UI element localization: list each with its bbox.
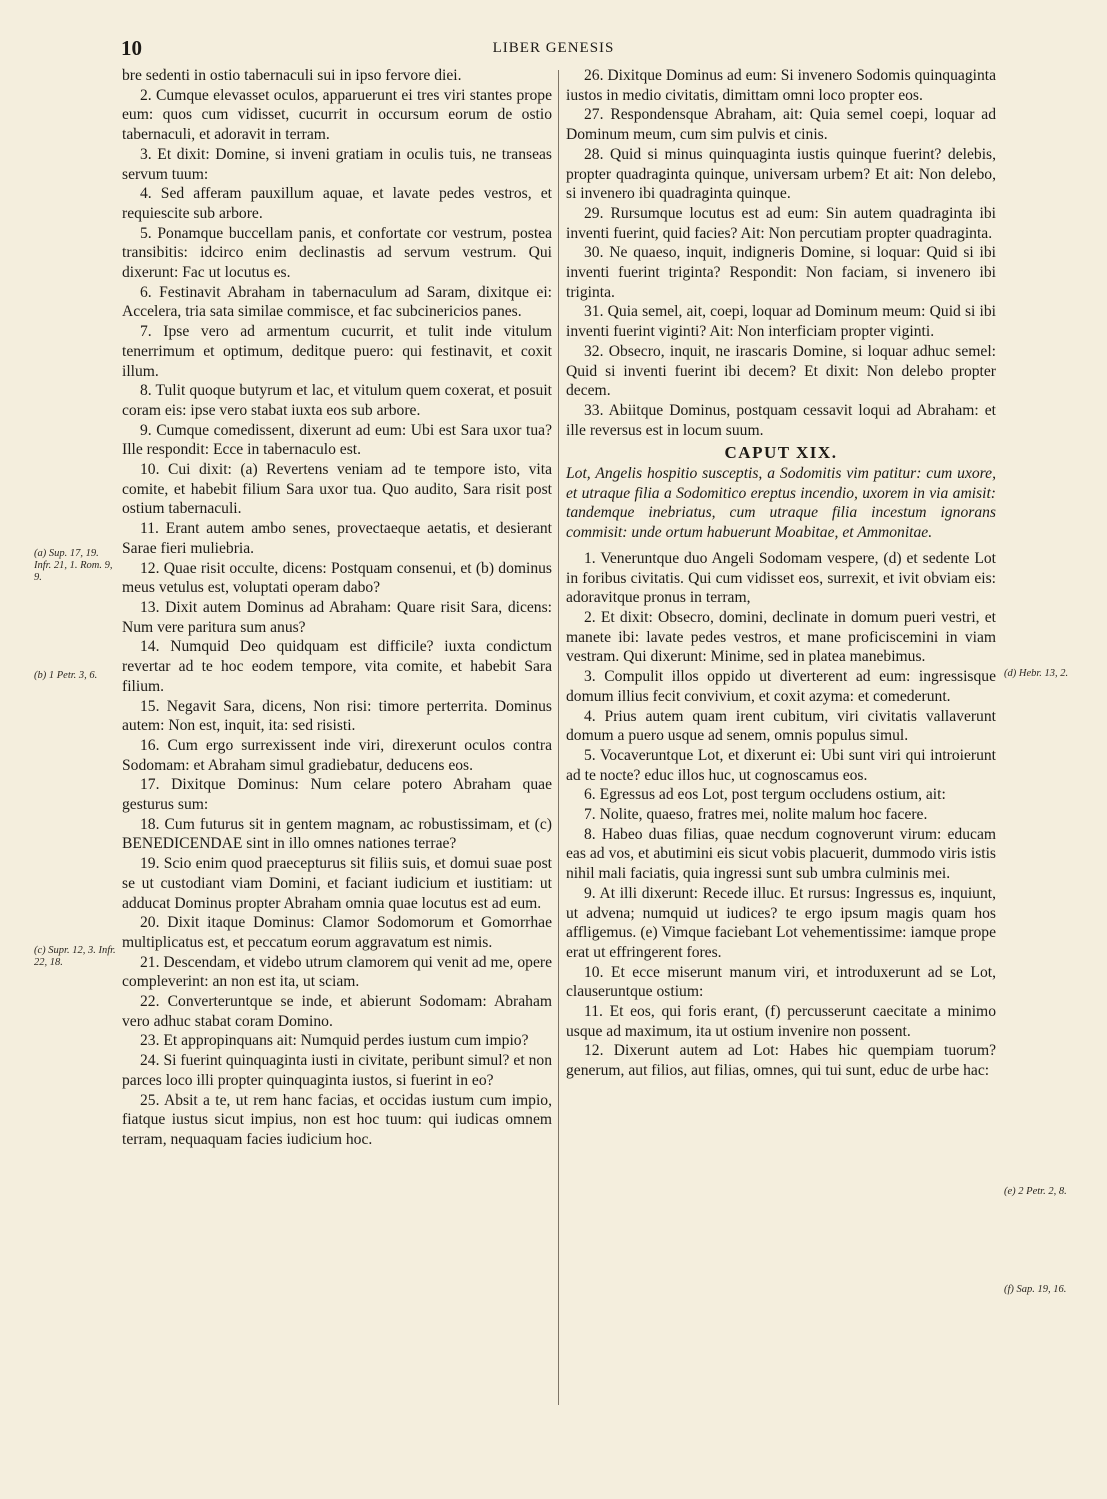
verse-paragraph: 7. Nolite, quaeso, fratres mei, nolite malum hoc facere. — [584, 806, 928, 824]
verse-paragraph: 19. Scio enim quod praecepturus sit filiis suis, et domui suae post se ut custodiant viam Domini, et faciant iudicium et iustitiam: ut adducat Dominus propter Abraham omnia quae locutus est ad eum. — [122, 855, 552, 912]
verse-paragraph: 12. Quae risit occulte, dicens: Postquam consenui, et (b) dominus meus vetulus est, voluptati operam dabo? — [122, 559, 552, 597]
verse-paragraph: 1. Veneruntque duo Angeli Sodomam vespere, (d) et sedente Lot in foribus civitatis. Qui cum vidisset eos, surrexit, et ivit obviam eis: adoravitque pronus in terram, — [566, 549, 996, 607]
verse-paragraph: 15. Negavit Sara, dicens, Non risi: timore perterrita. Dominus autem: Non est, inquit, ita: sed risisti. — [122, 697, 552, 735]
verse-paragraph: 8. Habeo duas filias, quae necdum cognoverunt virum: educam eas ad vos, et abutimini eis sicut vobis placuerit, dummodo viris istis nihil mali faciatis, quia ingressi sunt sub umbra culminis mei. — [566, 825, 996, 883]
verse-paragraph: 4. Sed afferam pauxillum aquae, et lavate pedes vestros, et requiescite sub arbore. — [122, 185, 552, 222]
column-divider — [558, 70, 559, 1405]
verse-paragraph: 2. Et dixit: Obsecro, domini, declinate in domum pueri vestri, et manete ibi: lavate pedes vestros, et mane proficiscemini in viam vestram. Qui dixerunt: Minime, sed in platea manebimus. — [566, 608, 996, 666]
verse-paragraph: 16. Cum ergo surrexissent inde viri, direxerunt oculos contra Sodomam: et Abraham simul gradiebatur, deducens eos. — [122, 736, 552, 774]
running-title: LIBER GENESIS — [492, 40, 615, 56]
verse-paragraph: 11. Et eos, qui foris erant, (f) percusserunt caecitate a minimo usque ad maximum, ita ut ostium invenire non possent. — [566, 1003, 996, 1040]
verse-paragraph: 7. Ipse vero ad armentum cucurrit, et tulit inde vitulum tenerrimum et optimum, deditque puero: qui festinavit, et coxit illum. — [122, 323, 552, 380]
verse-paragraph: 30. Ne quaeso, inquit, indigneris Domine, si loquar: Quid si ibi inventi fuerint triginta? Respondit: Non faciam, si invenero ibi triginta. — [566, 244, 996, 301]
verse-paragraph: 5. Vocaveruntque Lot, et dixerunt ei: Ubi sunt viri qui introierunt ad te nocte? educ illos huc, ut cognoscamus eos. — [566, 746, 996, 784]
page-number: 10 — [121, 36, 142, 60]
verse-paragraph: 17. Dixitque Dominus: Num celare potero Abraham quae gesturus sum: — [122, 776, 552, 814]
verse-paragraph: 3. Et dixit: Domine, si inveni gratiam in oculis tuis, ne transeas servum tuum: — [122, 145, 552, 183]
verse-paragraph: 11. Erant autem ambo senes, provectaeque aetatis, et desierant Sarae fieri muliebria. — [122, 520, 552, 557]
verse-paragraph: 5. Ponamque buccellam panis, et confortate cor vestrum, postea transibitis: idcirco enim declinastis ad servum vestrum. Qui dixerunt: Fac ut locutus es. — [122, 224, 552, 282]
verse-paragraph: 9. Cumque comedissent, dixerunt ad eum: Ubi est Sara uxor tua? Ille respondit: Ecce in tabernaculo est. — [122, 421, 552, 459]
verse-paragraph: 20. Dixit itaque Dominus: Clamor Sodomorum et Gomorrhae multiplicatus est, et peccatum eorum aggravatum est nimis. — [122, 914, 552, 951]
verse-paragraph: 23. Et appropinquans ait: Numquid perdes iustum cum impio? — [140, 1032, 529, 1050]
verse-paragraph: 4. Prius autem quam irent cubitum, viri civitatis vallaverunt domum a puero usque ad senem, omnis populus simul. — [566, 707, 996, 745]
margin-note-c: (c) Supr. 12, 3. Infr. 22, 18. — [34, 945, 116, 968]
verse-paragraph: 12. Dixerunt autem ad Lot: Habes hic quempiam tuorum? generum, aut filios, aut filias, omnes, qui tui sunt, educ de urbe hac: — [566, 1042, 996, 1080]
verse-paragraph: 3. Compulit illos oppido ut diverterent ad eum: ingressisque domum illius fecit convivium, et coxit azyma: et comederunt. — [566, 668, 996, 705]
verse-paragraph: 25. Absit a te, ut rem hanc facias, et occidas iustum cum impio, fiatque iustus sicut impius, non est hoc tuum: qui iudicas omnem terram, nequaquam facies iudicium hoc. — [122, 1091, 552, 1148]
verse-paragraph: 29. Rursumque locutus est ad eum: Sin autem quadraginta ibi inventi fuerint, quid facies? Ait: Non percutiam propter quadraginta. — [566, 204, 996, 242]
verse-paragraph: 10. Et ecce miserunt manum viri, et introduxerunt ad se Lot, clauseruntque ostium: — [566, 963, 996, 1001]
left-column — [122, 66, 552, 1150]
margin-note-e: (e) 2 Petr. 2, 8. — [1004, 1186, 1067, 1197]
margin-note-a: (a) Sup. 17, 19. Infr. 21, 1. Rom. 9, 9. — [34, 548, 113, 583]
margin-note-d: (d) Hebr. 13, 2. — [1004, 668, 1069, 679]
chapter-heading: CAPUT XIX. — [724, 443, 838, 463]
verse-paragraph: 31. Quia semel, ait, coepi, loquar ad Dominum meum: Quid si ibi inventi fuerint viginti? Ait: Non interficiam propter viginti. — [566, 303, 996, 341]
verse-paragraph: 2. Cumque elevasset oculos, apparuerunt ei tres viri stantes prope eum: quos cum vidisset, cucurrit in occursum eorum de ostio tabernaculi, et adoravit in terram. — [122, 86, 552, 144]
margin-note-f: (f) Sap. 19, 16. — [1004, 1284, 1067, 1295]
verse-paragraph: 24. Si fuerint quinquaginta iusti in civitate, peribunt simul? et non parces loco illi propter quinquaginta iustos, si fuerint in eo? — [122, 1052, 552, 1089]
verse-paragraph: 21. Descendam, et videbo utrum clamorem qui venit ad me, opere compleverint: an non est ita, ut sciam. — [122, 953, 552, 991]
verse-paragraph: 13. Dixit autem Dominus ad Abraham: Quare risit Sara, dicens: Num vere paritura sum anus? — [122, 598, 552, 636]
verse-paragraph: 28. Quid si minus quinquaginta iustis quinque fuerint? delebis, propter quadraginta quinque, universam urbem? Et ait: Non delebo, si invenero ibi quadraginta quinque. — [566, 145, 996, 203]
verse-paragraph: 8. Tulit quoque butyrum et lac, et vitulum quem coxerat, et posuit coram eis: ipse vero stabat iuxta eos sub arbore. — [122, 382, 552, 419]
chapter-summary: Lot, Angelis hospitio susceptis, a Sodomitis vim patitur: cum uxore, et utraque filia a Sodomitico ereptus incendio, uxorem in via amisit: tandemque inebriatus, cum utraque filia incestum ignorans commisit: unde ortum habuerunt Moabitae, et Ammonitae. — [566, 465, 996, 542]
verse-paragraph: bre sedenti in ostio tabernaculi sui in ipso fervore diei. — [122, 67, 462, 84]
margin-note-b: (b) 1 Petr. 3, 6. — [34, 670, 98, 681]
verse-paragraph: 10. Cui dixit: (a) Revertens veniam ad te tempore isto, vita comite, et habebit filium Sara uxor tua. Quo audito, Sara risit post ostium tabernaculi. — [122, 461, 552, 518]
verse-paragraph: 18. Cum futurus sit in gentem magnam, ac robustissimam, et (c) BENEDICENDAE sint in illo omnes nationes terrae? — [122, 815, 552, 853]
verse-paragraph: 33. Abiitque Dominus, postquam cessavit loqui ad Abraham: et ille reversus est in locum suum. — [566, 401, 996, 439]
verse-paragraph: 27. Respondensque Abraham, ait: Quia semel coepi, loquar ad Dominum meum, cum sim pulvis et cinis. — [566, 106, 996, 144]
verse-paragraph: 32. Obsecro, inquit, ne irascaris Domine, si loquar adhuc semel: Quid si inventi fuerint ibi decem? Et dixit: Non delebo propter decem. — [566, 342, 996, 400]
verse-paragraph: 6. Egressus ad eos Lot, post tergum occludens ostium, ait: — [584, 786, 946, 804]
verse-paragraph: 6. Festinavit Abraham in tabernaculum ad Saram, dixitque ei: Accelera, tria sata similae commisce, et fac subcinericios panes. — [122, 283, 552, 321]
verse-paragraph: 22. Converteruntque se inde, et abierunt Sodomam: Abraham vero adhuc stabat coram Domino. — [122, 993, 552, 1030]
verse-paragraph: 9. At illi dixerunt: Recede illuc. Et rursus: Ingressus es, inquiunt, ut advena; numquid ut iudices? te ergo ipsum magis quam hos affligemus. (e) Vimque faciebant Lot vehementissime: iamque prope erat ut effringerent fores. — [566, 884, 996, 961]
verse-paragraph: 26. Dixitque Dominus ad eum: Si invenero Sodomis quinquaginta iustos in medio civitatis, dimittam omni loco propter eos. — [566, 67, 996, 104]
right-column — [566, 66, 996, 1081]
verse-paragraph: 14. Numquid Deo quidquam est difficile? iuxta condictum revertar ad te hoc eodem tempore, vita comite, et habebit Sara filium. — [122, 638, 552, 695]
